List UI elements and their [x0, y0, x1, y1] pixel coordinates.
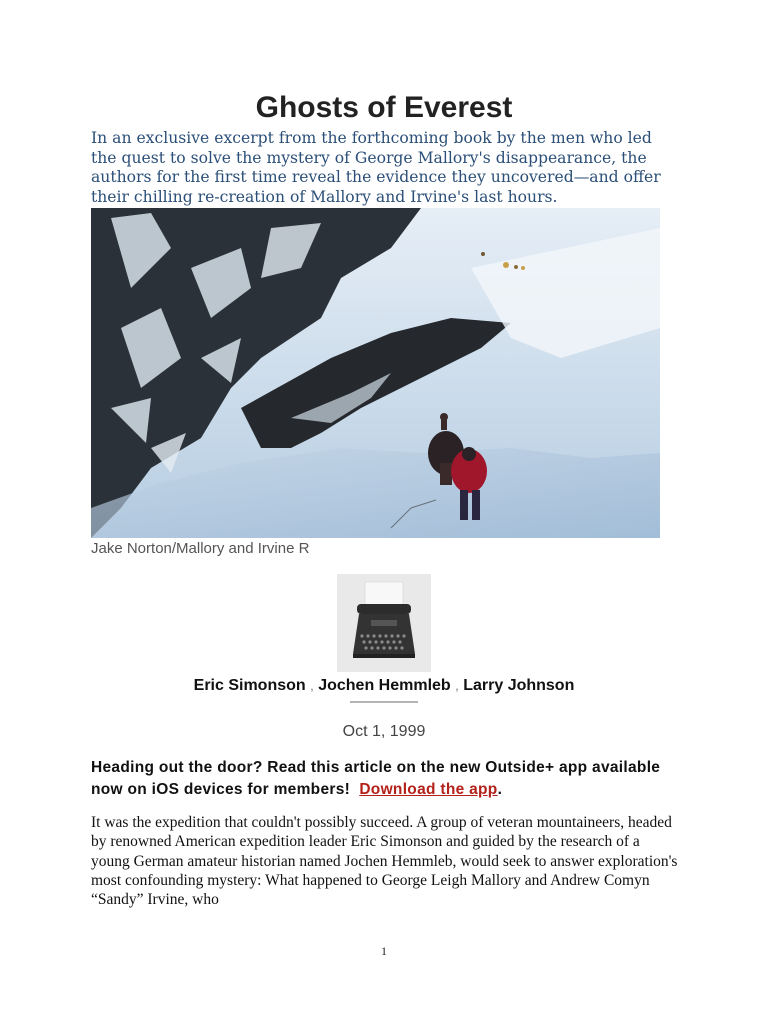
hero-image [91, 208, 660, 538]
app-promo [91, 757, 691, 801]
promo-end: . [497, 781, 503, 798]
page-number: 1 [381, 944, 387, 958]
article-dek: In an exclusive excerpt from the forthcoming book by the men who led the quest to solve the mystery of George Mallory's disappearance, the authors for the first time reveal the evidence they uncovered—and offer their chilling re-creation of Mallory and Irvine's last hours. [91, 129, 661, 206]
author-list [0, 677, 768, 695]
hero-caption: Jake Norton/Mallory and Irvine R [91, 540, 310, 557]
author-link[interactable]: Eric Simonson [193, 677, 306, 694]
publish-date: Oct 1, 1999 [342, 723, 426, 740]
author-divider [350, 701, 418, 703]
typewriter-thumbnail [337, 574, 431, 672]
author-separator: , [310, 678, 314, 693]
article-title: Ghosts of Everest [255, 91, 513, 124]
download-app-link[interactable]: Download the app [359, 781, 498, 798]
author-link[interactable]: Jochen Hemmleb [318, 677, 451, 694]
article-body: It was the expedition that couldn't possibly succeed. A group of veteran mountaineers, headed by renowned American expedition leader Eric Simonson and guided by the research of a young German amateur historian named Jochen Hemmleb, would seek to answer exploration's most confounding mystery: What happened to George Leigh Mallory and Andrew Comyn “Sandy” Irvine, who [91, 814, 678, 909]
author-link[interactable]: Larry Johnson [463, 677, 575, 694]
author-separator: , [455, 678, 459, 693]
promo-text: Heading out the door? Read this article on the new Outside+ app available now on iOS devices for members! [91, 759, 661, 798]
